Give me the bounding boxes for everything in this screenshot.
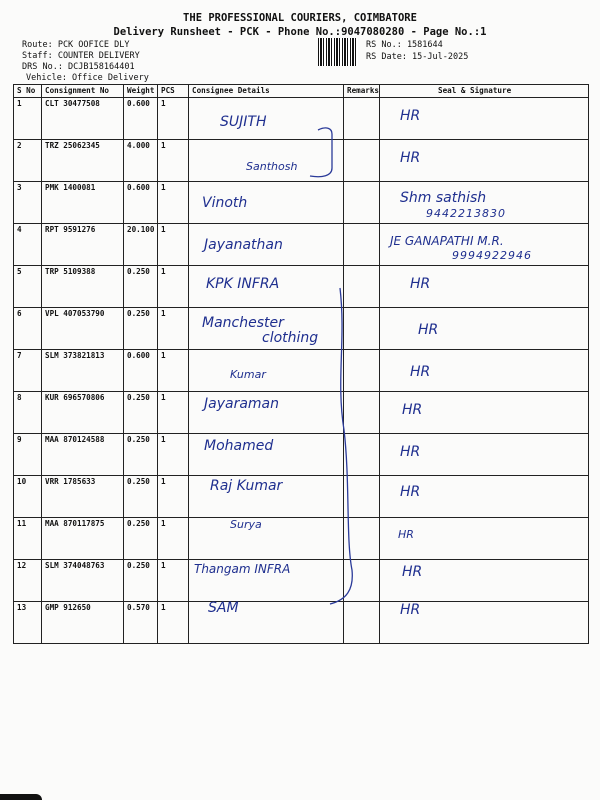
col-pcs: PCS: [158, 85, 189, 98]
cell-weight: 0.250: [124, 266, 158, 308]
cell-sno: 1: [14, 98, 42, 140]
cell-weight: 0.570: [124, 602, 158, 644]
hw-consignee-12: Thangam INFRA: [194, 562, 291, 576]
rs-date: RS Date: 15-Jul-2025: [366, 52, 469, 62]
cell-pcs: 1: [158, 350, 189, 392]
cell-cno: CLT 30477508: [42, 98, 124, 140]
hw-signature-3a: Shm sathish: [400, 190, 487, 206]
cell-pcs: 1: [158, 560, 189, 602]
hw-consignee-8: Jayaraman: [204, 396, 279, 412]
cell-sno: 10: [14, 476, 42, 518]
cell-pcs: 1: [158, 182, 189, 224]
cell-sno: 3: [14, 182, 42, 224]
hw-consignee-7: Kumar: [230, 368, 266, 381]
hw-consignee-2: Santhosh: [246, 160, 298, 173]
cell-cno: KUR 696570806: [42, 392, 124, 434]
cell-weight: 0.600: [124, 350, 158, 392]
hw-consignee-6a: Manchester: [202, 315, 284, 331]
cell-weight: 0.250: [124, 392, 158, 434]
hw-signature-8: HR: [402, 402, 423, 418]
cell-cno: SLM 374048763: [42, 560, 124, 602]
cell-pcs: 1: [158, 308, 189, 350]
hw-consignee-11: Surya: [230, 518, 262, 531]
cell-cno: RPT 9591276: [42, 224, 124, 266]
hw-consignee-10: Raj Kumar: [210, 478, 283, 494]
hw-consignee-6b: clothing: [262, 330, 319, 346]
cell-weight: 0.250: [124, 308, 158, 350]
route-label: Route: PCK OOFICE DLY: [22, 40, 130, 50]
cell-cno: GMP 912650: [42, 602, 124, 644]
hw-consignee-13: SAM: [208, 600, 239, 616]
cell-cno: TRP 5109388: [42, 266, 124, 308]
cell-sno: 8: [14, 392, 42, 434]
cell-sno: 6: [14, 308, 42, 350]
cell-pcs: 1: [158, 266, 189, 308]
hw-signature-1: HR: [400, 108, 421, 124]
cell-cno: TRZ 25062345: [42, 140, 124, 182]
scan-mark: [0, 794, 42, 800]
col-remarks: Remarks: [344, 85, 380, 98]
hw-signature-3b: 9442213830: [426, 207, 506, 220]
cell-weight: 4.000: [124, 140, 158, 182]
hw-consignee-3: Vinoth: [202, 195, 248, 211]
cell-weight: 0.250: [124, 434, 158, 476]
cell-cno: SLM 373821813: [42, 350, 124, 392]
cell-pcs: 1: [158, 224, 189, 266]
cell-cno: VRR 1785633: [42, 476, 124, 518]
vehicle-label: Vehicle: Office Delivery: [26, 73, 149, 83]
hw-consignee-9: Mohamed: [204, 438, 274, 454]
col-signature: Seal & Signature: [380, 85, 589, 98]
cell-sno: 7: [14, 350, 42, 392]
hw-signature-6: HR: [418, 322, 439, 338]
cell-weight: 0.250: [124, 518, 158, 560]
rs-number: RS No.: 1581644: [366, 40, 443, 50]
col-sno: S No: [14, 85, 42, 98]
cell-pcs: 1: [158, 140, 189, 182]
cell-weight: 20.100: [124, 224, 158, 266]
col-consignee: Consignee Details: [189, 85, 344, 98]
hw-consignee-4: Jayanathan: [204, 237, 283, 253]
hw-signature-2: HR: [400, 150, 421, 166]
cell-sno: 11: [14, 518, 42, 560]
col-weight: Weight: [124, 85, 158, 98]
cell-sno: 5: [14, 266, 42, 308]
cell-cno: MAA 870117875: [42, 518, 124, 560]
company-name: THE PROFESSIONAL COURIERS, COIMBATORE: [183, 12, 417, 24]
runsheet-title: Delivery Runsheet - PCK - Phone No.:9047080280 - Page No.:1: [113, 26, 487, 38]
cell-pcs: 1: [158, 602, 189, 644]
col-consignment: Consignment No: [42, 85, 124, 98]
hw-consignee-1: SUJITH: [220, 114, 267, 130]
cell-pcs: 1: [158, 392, 189, 434]
cell-sno: 4: [14, 224, 42, 266]
cell-cno: VPL 407053790: [42, 308, 124, 350]
hw-signature-13: HR: [400, 602, 421, 618]
hw-signature-9: HR: [400, 444, 421, 460]
staff-label: Staff: COUNTER DELIVERY: [22, 51, 140, 61]
hw-signature-4a: JE GANAPATHI M.R.: [390, 234, 504, 248]
cell-pcs: 1: [158, 476, 189, 518]
hw-signature-11: HR: [398, 528, 414, 541]
hw-signature-4b: 9994922946: [452, 249, 532, 262]
cell-sno: 13: [14, 602, 42, 644]
hw-signature-7: HR: [410, 364, 431, 380]
drs-label: DRS No.: DCJB158164401: [22, 62, 135, 72]
cell-sno: 9: [14, 434, 42, 476]
cell-pcs: 1: [158, 434, 189, 476]
cell-cno: MAA 870124588: [42, 434, 124, 476]
cell-weight: 0.250: [124, 476, 158, 518]
cell-sno: 12: [14, 560, 42, 602]
cell-pcs: 1: [158, 518, 189, 560]
hw-signature-5: HR: [410, 276, 431, 292]
cell-pcs: 1: [158, 98, 189, 140]
cell-weight: 0.600: [124, 182, 158, 224]
cell-cno: PMK 1400081: [42, 182, 124, 224]
cell-weight: 0.600: [124, 98, 158, 140]
hw-consignee-5: KPK INFRA: [206, 276, 280, 292]
cell-weight: 0.250: [124, 560, 158, 602]
hw-signature-12: HR: [402, 564, 423, 580]
hw-signature-10: HR: [400, 484, 421, 500]
cell-sno: 2: [14, 140, 42, 182]
